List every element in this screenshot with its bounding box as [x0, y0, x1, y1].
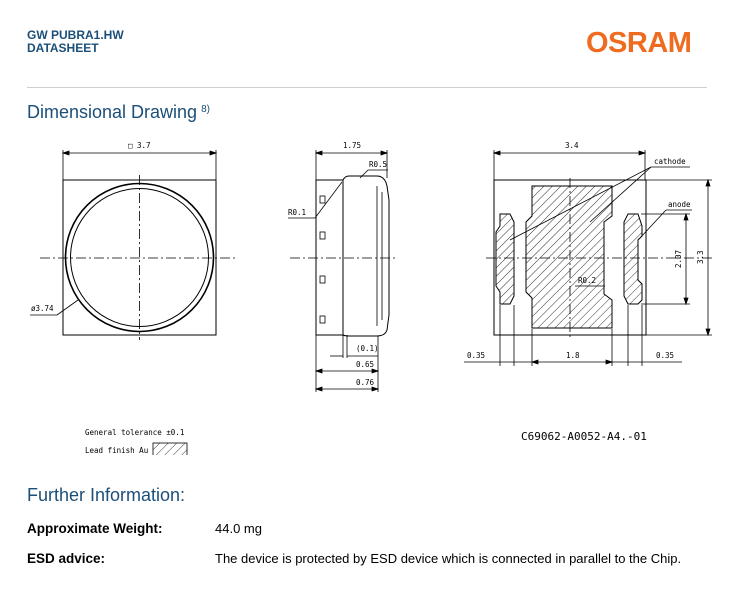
- dimensional-drawing: [0, 130, 734, 455]
- side-radius-bottom: R0.1: [288, 208, 307, 217]
- lead-finish-note: Lead finish Au: [85, 446, 149, 455]
- esd-label: ESD advice:: [27, 551, 106, 566]
- weight-value: 44.0 mg: [215, 521, 262, 536]
- section-title-dimensional-drawing: [27, 102, 210, 126]
- drawing-number: C69062-A0052-A4.-01: [521, 430, 647, 443]
- weight-label: Approximate Weight:: [27, 521, 163, 536]
- side-radius-top: R0.5: [369, 160, 388, 169]
- pad-left-dim: 0.35: [467, 351, 486, 360]
- side-dim-2: 0.65: [356, 360, 375, 369]
- bottom-width-dim: 3.4: [565, 141, 579, 150]
- document-type: DATASHEET: [27, 41, 99, 55]
- top-view: [30, 150, 236, 340]
- anode-label: anode: [668, 200, 691, 209]
- side-dim-1: (0.1): [356, 344, 379, 353]
- lead-finish-swatch: [153, 443, 187, 455]
- bottom-height-inner: 2.07: [674, 249, 683, 268]
- pad-center-dim: 1.8: [566, 351, 580, 360]
- cathode-label: cathode: [654, 157, 686, 166]
- footnote-marker: 8): [201, 104, 210, 115]
- esd-value: The device is protected by ESD device which is connected in parallel to the Chip.: [215, 551, 682, 566]
- top-diameter-dim: ø3.74: [31, 304, 54, 313]
- general-tolerance-note: General tolerance ±0.1: [85, 428, 185, 437]
- bottom-height-outer: 3.3: [696, 250, 705, 264]
- header-divider: [27, 87, 707, 88]
- side-view: [288, 150, 395, 392]
- section-title-text: Dimensional Drawing: [27, 102, 198, 122]
- side-width-dim: 1.75: [343, 141, 362, 150]
- osram-logo: OSRAM: [586, 27, 692, 59]
- top-width-dim: □ 3.7: [128, 141, 151, 150]
- section-title-further-information: Further Information:: [27, 485, 186, 505]
- side-dim-3: 0.76: [356, 378, 375, 387]
- product-name: GW PUBRA1.HW: [27, 28, 124, 42]
- pad-right-dim: 0.35: [656, 351, 675, 360]
- bottom-radius: R0.2: [578, 276, 597, 285]
